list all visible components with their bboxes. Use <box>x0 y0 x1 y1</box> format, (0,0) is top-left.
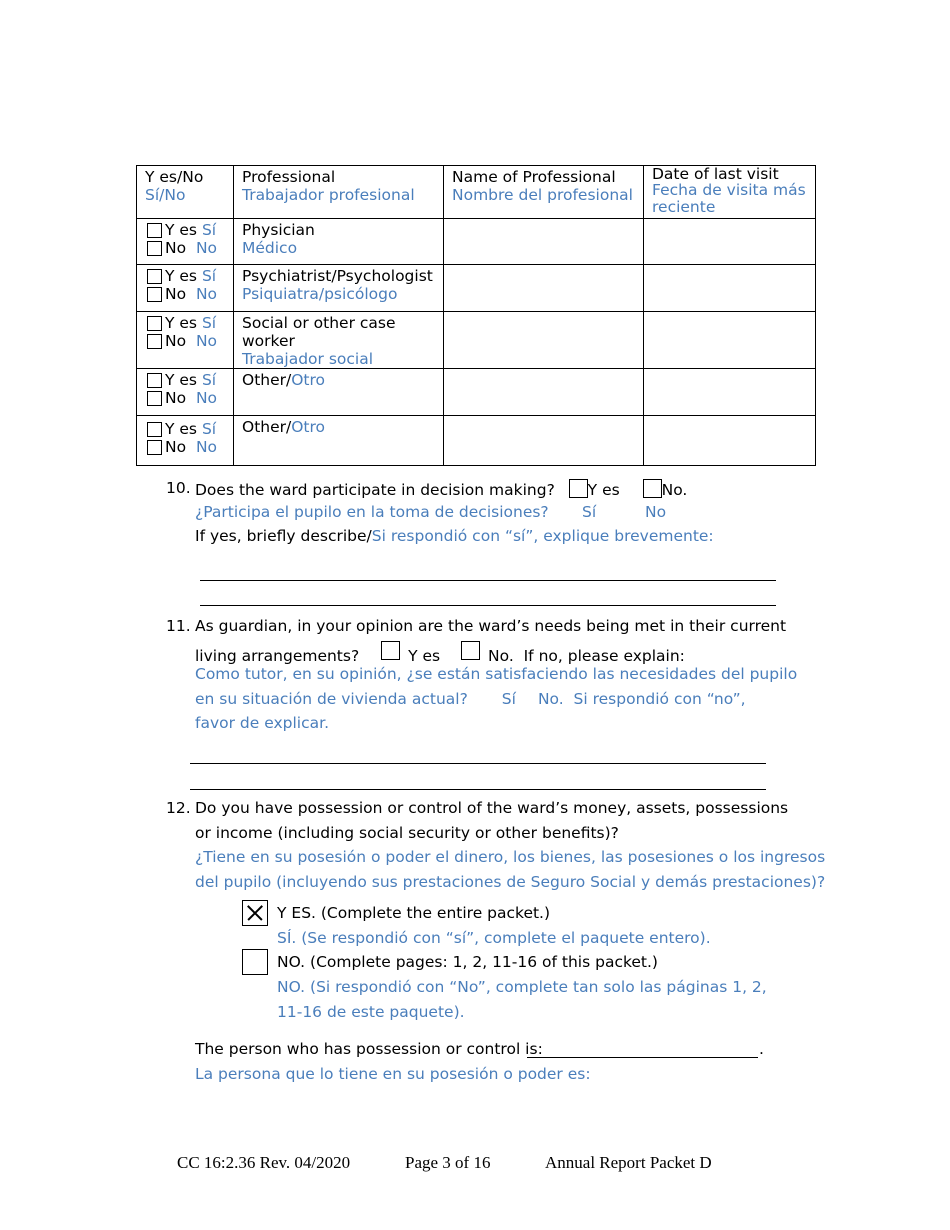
no-checkbox[interactable] <box>147 391 162 406</box>
name-cell[interactable] <box>444 369 644 416</box>
professional-cell: Physician Médico <box>234 219 444 265</box>
table-row <box>137 312 816 369</box>
footer-page-number: Page 3 of 16 <box>405 1153 491 1172</box>
yes-no-cell: Y es Sí No No <box>137 312 234 369</box>
q11-line3-es: favor de explicar. <box>195 714 329 732</box>
header-yes-no: Y es/No Sí/No <box>137 166 234 219</box>
q10-yes-es: Sí <box>582 503 597 521</box>
q12-no-label: NO. (Complete pages: 1, 2, 11-16 of this packet.) <box>277 953 658 971</box>
q12-person-period: . <box>759 1040 764 1058</box>
q12-yes-label: Y ES. (Complete the entire packet.) <box>277 904 551 922</box>
q10-no-es: No <box>645 503 667 521</box>
professional-cell: Psychiatrist/Psychologist Psiquiatra/psicólogo <box>234 265 444 312</box>
q10-yes-checkbox[interactable] <box>569 479 588 498</box>
header-name: Name of Professional Nombre del profesional <box>444 166 644 219</box>
table-row <box>137 416 816 466</box>
q10-number: 10. <box>166 479 191 497</box>
no-checkbox[interactable] <box>147 440 162 455</box>
yes-checkbox[interactable] <box>147 269 162 284</box>
q11-answer-line-2[interactable] <box>190 789 766 790</box>
date-cell[interactable] <box>644 369 816 416</box>
yes-checkbox[interactable] <box>147 316 162 331</box>
q12-line2: or income (including social security or other benefits)? <box>195 824 619 842</box>
q12-yes-label-es: SÍ. (Se respondió con “sí”, complete el paquete entero). <box>277 929 711 947</box>
no-checkbox[interactable] <box>147 287 162 302</box>
professional-cell: Social or other case worker Trabajador social <box>234 312 444 369</box>
yes-no-cell: Y es Sí No No <box>137 369 234 416</box>
q12-number: 12. <box>166 799 191 817</box>
q10-no-checkbox[interactable] <box>643 479 662 498</box>
q10-question-es: ¿Participa el pupilo en la toma de decisiones? <box>195 503 549 521</box>
q10-answer-line-2[interactable] <box>200 605 776 606</box>
q12-no-checkbox[interactable] <box>242 949 268 975</box>
table-row <box>137 219 816 265</box>
table-row <box>137 265 816 312</box>
q10-question: Does the ward participate in decision making? Y es No. <box>195 481 688 499</box>
q12-person-line[interactable] <box>527 1057 758 1058</box>
table-header-row <box>137 166 816 219</box>
name-cell[interactable] <box>444 219 644 265</box>
no-checkbox[interactable] <box>147 334 162 349</box>
name-cell[interactable] <box>444 416 644 466</box>
date-cell[interactable] <box>644 312 816 369</box>
professional-cell: Other/Otro <box>234 369 444 416</box>
yes-no-cell: Y es Sí No No <box>137 265 234 312</box>
professional-cell: Other/Otro <box>234 416 444 466</box>
q10-answer-line-1[interactable] <box>200 580 776 581</box>
q11-yes-checkbox[interactable] <box>381 641 400 660</box>
q12-yes-checkbox[interactable] <box>242 900 268 926</box>
q11-number: 11. <box>166 617 191 635</box>
q12-line1: Do you have possession or control of the ward’s money, assets, possessions <box>195 799 789 817</box>
q12-no-option[interactable] <box>242 949 271 977</box>
q11-line1-es: Como tutor, en su opinión, ¿se están satisfaciendo las necesidades del pupilo <box>195 665 798 683</box>
date-cell[interactable] <box>644 219 816 265</box>
footer-title: Annual Report Packet D <box>545 1153 712 1172</box>
q10-describe: If yes, briefly describe/Si respondió con “sí”, explique brevemente: <box>195 527 714 545</box>
name-cell[interactable] <box>444 312 644 369</box>
no-checkbox[interactable] <box>147 241 162 256</box>
q12-line2-es: del pupilo (incluyendo sus prestaciones de Seguro Social y demás prestaciones)? <box>195 873 826 891</box>
q11-line1: As guardian, in your opinion are the ward’s needs being met in their current <box>195 617 787 635</box>
yes-checkbox[interactable] <box>147 422 162 437</box>
footer-form-number: CC 16:2.36 Rev. 04/2020 <box>177 1153 351 1172</box>
table-row <box>137 369 816 416</box>
header-professional: Professional Trabajador profesional <box>234 166 444 219</box>
q12-person: The person who has possession or control is: <box>195 1040 543 1058</box>
yes-checkbox[interactable] <box>147 223 162 238</box>
q12-person-es: La persona que lo tiene en su posesión o poder es: <box>195 1065 591 1083</box>
name-cell[interactable] <box>444 265 644 312</box>
q12-no-label-es-1: NO. (Si respondió con “No”, complete tan solo las páginas 1, 2, <box>277 978 767 996</box>
yes-checkbox[interactable] <box>147 373 162 388</box>
yes-no-cell: Y es Sí No No <box>137 219 234 265</box>
yes-no-cell: Y es Sí No No <box>137 416 234 466</box>
q12-line1-es: ¿Tiene en su posesión o poder el dinero, los bienes, las posesiones o los ingresos <box>195 848 826 866</box>
date-cell[interactable] <box>644 416 816 466</box>
q11-no-checkbox[interactable] <box>461 641 480 660</box>
date-cell[interactable] <box>644 265 816 312</box>
q12-no-label-es-2: 11-16 de este paquete). <box>277 1003 465 1021</box>
professionals-table <box>136 165 816 466</box>
q11-line2-es: en su situación de vivienda actual? Sí No. Si respondió con “no”, <box>195 690 746 708</box>
q12-yes-option[interactable] <box>242 900 271 928</box>
header-date: Date of last visit Fecha de visita más reciente <box>644 166 816 219</box>
q11-line2: living arrangements? Y es No. If no, please explain: <box>195 641 685 666</box>
q11-answer-line-1[interactable] <box>190 763 766 764</box>
